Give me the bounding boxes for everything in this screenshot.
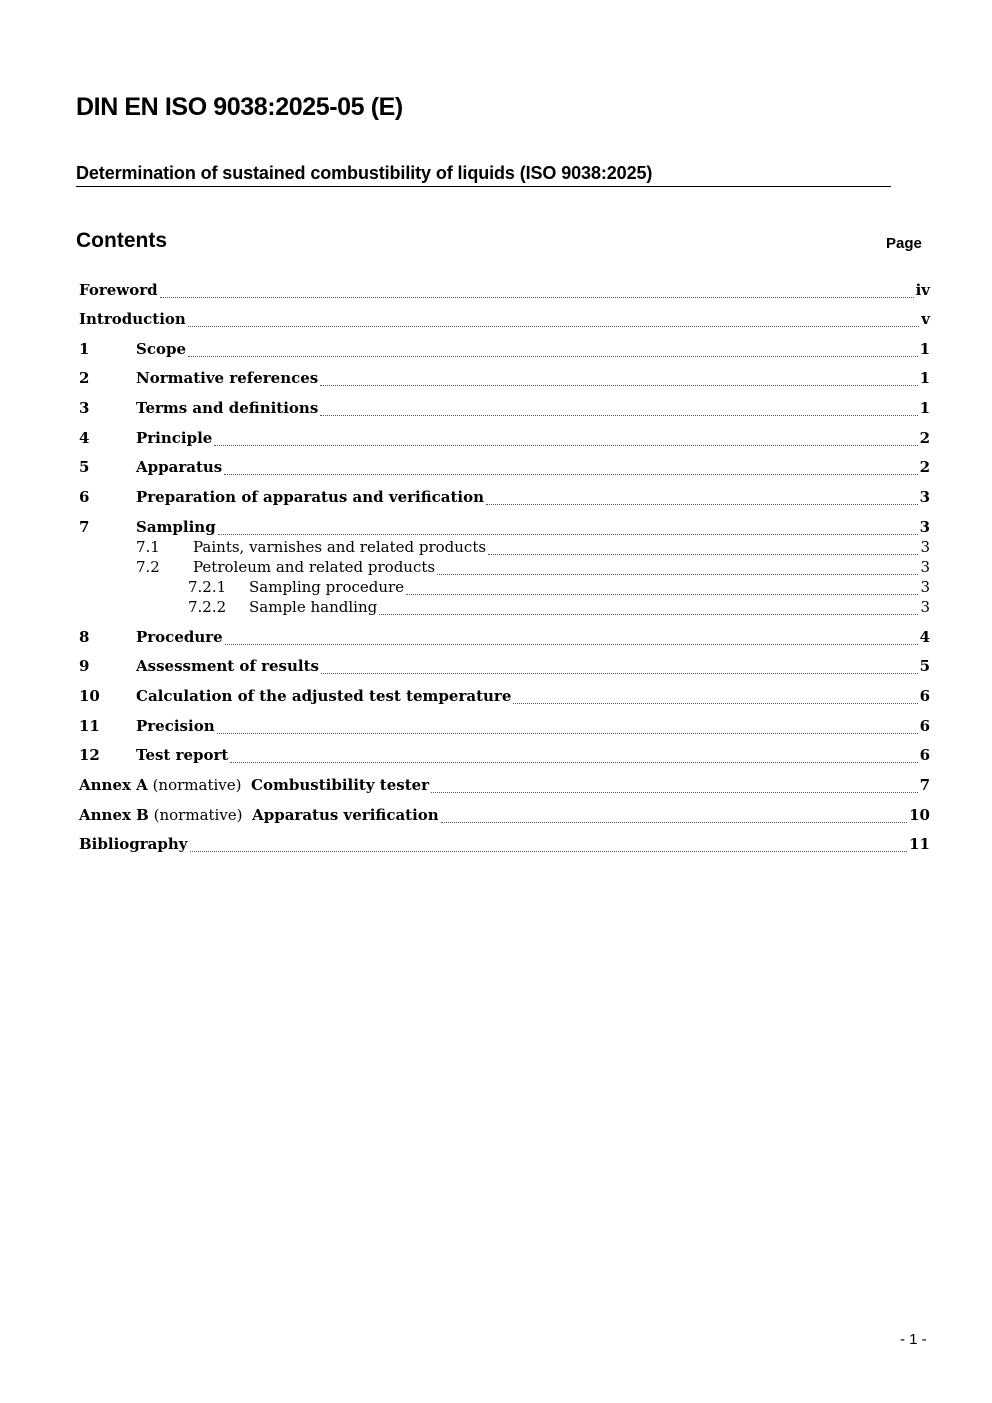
dot-leader — [225, 643, 918, 645]
toc-entry-page: 2 — [919, 429, 930, 447]
dot-leader — [218, 533, 918, 535]
toc-entry-page: 1 — [919, 399, 930, 417]
toc-entry-page: 10 — [909, 806, 930, 824]
toc-entry-sample-handling[interactable] — [188, 598, 930, 620]
toc-entry-scope[interactable] — [79, 340, 930, 362]
dot-leader — [379, 613, 918, 615]
toc-entry-apparatus[interactable] — [79, 458, 930, 480]
toc-entry-number: 12 — [79, 746, 100, 764]
toc-entry-paints[interactable] — [136, 538, 930, 560]
toc-entry-page: 1 — [919, 340, 930, 358]
toc-entry-label: Combustibility tester — [251, 776, 430, 794]
toc-entry-introduction[interactable] — [79, 310, 930, 332]
dot-leader — [188, 325, 919, 327]
toc-entry-label: Sample handling — [249, 598, 378, 616]
toc-entry-number: 8 — [79, 628, 90, 646]
toc-entry-label: Test report — [136, 746, 229, 764]
toc-entry-page: iv — [915, 281, 930, 299]
dot-leader — [320, 414, 917, 416]
toc-entry-category: (normative) — [152, 776, 242, 794]
toc-entry-number: Annex A — [79, 776, 148, 794]
toc-entry-procedure[interactable] — [79, 628, 930, 650]
toc-entry-label: Preparation of apparatus and verification — [136, 488, 485, 506]
dot-leader — [230, 761, 917, 763]
toc-entry-label: Introduction — [79, 310, 186, 328]
toc-entry-assessment[interactable] — [79, 657, 930, 679]
document-title: DIN EN ISO 9038:2025-05 (E) — [76, 93, 403, 121]
toc-entry-number: 3 — [79, 399, 90, 417]
toc-entry-number: 7.1 — [136, 538, 160, 556]
toc-entry-page: 4 — [919, 628, 930, 646]
toc-entry-label: Terms and definitions — [136, 399, 319, 417]
dot-leader — [513, 702, 917, 704]
dot-leader — [190, 850, 908, 852]
toc-entry-normative-references[interactable] — [79, 369, 930, 391]
toc-entry-page: 3 — [920, 538, 930, 556]
toc-entry-page: 6 — [919, 717, 930, 735]
dot-leader — [320, 384, 917, 386]
dot-leader — [160, 296, 914, 298]
toc-entry-bibliography[interactable] — [79, 835, 930, 857]
toc-entry-page: 1 — [919, 369, 930, 387]
toc-entry-label: Sampling procedure — [249, 578, 405, 596]
toc-entry-label: Apparatus — [136, 458, 223, 476]
toc-entry-sampling[interactable] — [79, 518, 930, 540]
toc-entry-page: 5 — [919, 657, 930, 675]
toc-entry-petroleum[interactable] — [136, 558, 930, 580]
dot-leader — [441, 821, 907, 823]
toc-entry-label: Sampling — [136, 518, 216, 536]
toc-entry-test-report[interactable] — [79, 746, 930, 768]
toc-entry-number: 4 — [79, 429, 90, 447]
toc-entry-number: Annex B — [79, 806, 149, 824]
dot-leader — [217, 732, 918, 734]
toc-entry-number: 7.2 — [136, 558, 160, 576]
dot-leader — [224, 473, 917, 475]
toc-entry-number: 9 — [79, 657, 90, 675]
toc-entry-page: 6 — [919, 687, 930, 705]
dot-leader — [321, 672, 918, 674]
toc-entry-label: Procedure — [136, 628, 223, 646]
dot-leader — [188, 355, 918, 357]
toc-entry-page: 3 — [920, 578, 930, 596]
toc-entry-principle[interactable] — [79, 429, 930, 451]
toc-entry-number: 7.2.1 — [188, 578, 227, 596]
toc-entry-page: 6 — [919, 746, 930, 764]
dot-leader — [437, 573, 918, 575]
toc-entry-number: 11 — [79, 717, 100, 735]
toc-entry-label: Bibliography — [79, 835, 188, 853]
document-subtitle: Determination of sustained combustibility of liquids (ISO 9038:2025) — [76, 163, 891, 187]
toc-entry-label: Paints, varnishes and related products — [193, 538, 487, 556]
toc-entry-label: Apparatus verification — [252, 806, 439, 824]
toc-entry-number: 1 — [79, 340, 90, 358]
dot-leader — [431, 791, 917, 793]
toc-entry-number: 7 — [79, 518, 90, 536]
toc-entry-foreword[interactable] — [79, 281, 930, 303]
toc-entry-number: 2 — [79, 369, 90, 387]
dot-leader — [214, 444, 917, 446]
toc-entry-calculation[interactable] — [79, 687, 930, 709]
toc-entry-page: 3 — [920, 558, 930, 576]
toc-entry-number: 10 — [79, 687, 100, 705]
toc-entry-label: Foreword — [79, 281, 158, 299]
toc-entry-preparation[interactable] — [79, 488, 930, 510]
toc-entry-terms-and-definitions[interactable] — [79, 399, 930, 421]
dot-leader — [406, 593, 918, 595]
toc-entry-label: Principle — [136, 429, 213, 447]
dot-leader — [488, 553, 918, 555]
toc-entry-number: 5 — [79, 458, 90, 476]
toc-entry-category: (normative) — [153, 806, 243, 824]
toc-entry-label: Assessment of results — [136, 657, 319, 675]
toc-entry-precision[interactable] — [79, 717, 930, 739]
toc-entry-number: 7.2.2 — [188, 598, 227, 616]
toc-entry-page: 7 — [919, 776, 930, 794]
toc-entry-number: 6 — [79, 488, 90, 506]
toc-entry-sampling-procedure[interactable] — [188, 578, 930, 600]
footer-page-number: - 1 - — [900, 1331, 927, 1348]
toc-entry-label: Scope — [136, 340, 187, 358]
toc-entry-page: 11 — [909, 835, 930, 853]
toc-entry-label: Precision — [136, 717, 215, 735]
page-column-heading: Page — [886, 235, 922, 252]
toc-entry-label: Petroleum and related products — [193, 558, 436, 576]
contents-heading: Contents — [76, 229, 167, 252]
toc-entry-page: 3 — [920, 598, 930, 616]
toc-entry-label: Normative references — [136, 369, 319, 387]
toc-entry-page: 2 — [919, 458, 930, 476]
toc-entry-page: 3 — [919, 488, 930, 506]
dot-leader — [486, 503, 918, 505]
toc-entry-annex-a[interactable] — [79, 776, 930, 798]
toc-entry-label: Calculation of the adjusted test temperature — [136, 687, 512, 705]
toc-entry-annex-b[interactable] — [79, 806, 930, 828]
toc-entry-page: v — [921, 310, 930, 328]
toc-entry-page: 3 — [919, 518, 930, 536]
